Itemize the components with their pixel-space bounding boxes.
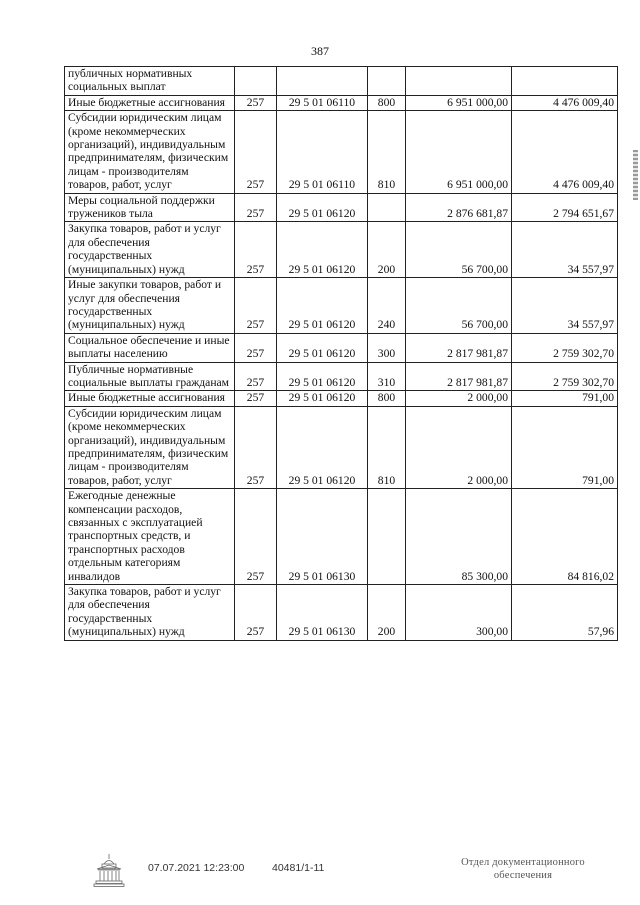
cell-plan: 2 817 981,87	[406, 333, 512, 362]
cell-csr: 29 5 01 06130	[277, 489, 368, 585]
footer	[0, 852, 640, 902]
cell-name: Субсидии юридическим лицам (кроме некоммерческих организаций), индивидуальным предпринимателям, физическим лицам - производителям товаров, работ, услуг	[65, 406, 235, 488]
registration-datetime: 07.07.2021 12:23:00	[148, 862, 245, 874]
cell-name: Иные закупки товаров, работ и услуг для обеспечения государственных (муниципальных) нужд	[65, 278, 235, 334]
cell-fact: 57,96	[512, 585, 618, 641]
table-row	[65, 362, 618, 391]
cell-vr: 800	[368, 95, 406, 110]
cell-vr: 200	[368, 222, 406, 278]
cell-csr: 29 5 01 06120	[277, 391, 368, 406]
table-row	[65, 278, 618, 334]
cell-fact: 4 476 009,40	[512, 111, 618, 193]
table-row	[65, 193, 618, 222]
table-row	[65, 111, 618, 193]
cell-name: публичных нормативных социальных выплат	[65, 67, 235, 96]
cell-name: Иные бюджетные ассигнования	[65, 95, 235, 110]
cell-fact: 34 557,97	[512, 222, 618, 278]
building-stamp-icon	[92, 852, 126, 888]
cell-vr: 300	[368, 333, 406, 362]
cell-ved: 257	[235, 406, 277, 488]
cell-plan: 56 700,00	[406, 278, 512, 334]
budget-table	[64, 66, 618, 641]
cell-name: Субсидии юридическим лицам (кроме некоммерческих организаций), индивидуальным предпринимателям, физическим лицам - производителям товаров, работ, услуг	[65, 111, 235, 193]
cell-csr: 29 5 01 06120	[277, 193, 368, 222]
cell-plan: 6 951 000,00	[406, 111, 512, 193]
cell-csr: 29 5 01 06110	[277, 111, 368, 193]
cell-ved: 257	[235, 111, 277, 193]
cell-plan: 6 951 000,00	[406, 95, 512, 110]
cell-plan: 2 817 981,87	[406, 362, 512, 391]
cell-csr: 29 5 01 06120	[277, 362, 368, 391]
cell-ved: 257	[235, 391, 277, 406]
cell-plan: 56 700,00	[406, 222, 512, 278]
cell-vr: 310	[368, 362, 406, 391]
cell-fact: 2 759 302,70	[512, 333, 618, 362]
cell-fact	[512, 67, 618, 96]
cell-ved: 257	[235, 95, 277, 110]
cell-plan	[406, 67, 512, 96]
cell-vr: 200	[368, 585, 406, 641]
cell-ved: 257	[235, 489, 277, 585]
cell-fact: 4 476 009,40	[512, 95, 618, 110]
cell-ved: 257	[235, 362, 277, 391]
cell-fact: 791,00	[512, 406, 618, 488]
table-row	[65, 222, 618, 278]
cell-name: Меры социальной поддержки тружеников тыла	[65, 193, 235, 222]
cell-plan: 300,00	[406, 585, 512, 641]
cell-name: Закупка товаров, работ и услуг для обеспечения государственных (муниципальных) нужд	[65, 222, 235, 278]
department-line-2: обеспечения	[493, 870, 553, 881]
page-number: 387	[311, 44, 329, 58]
table-row	[65, 391, 618, 406]
cell-fact: 34 557,97	[512, 278, 618, 334]
cell-vr: 810	[368, 111, 406, 193]
department-line-1: Отдел документационного	[461, 857, 585, 868]
scan-edge-mark	[633, 150, 638, 200]
cell-vr	[368, 193, 406, 222]
cell-fact: 2 794 651,67	[512, 193, 618, 222]
cell-csr	[277, 67, 368, 96]
table-row	[65, 585, 618, 641]
cell-vr: 810	[368, 406, 406, 488]
cell-name: Публичные нормативные социальные выплаты гражданам	[65, 362, 235, 391]
cell-ved: 257	[235, 222, 277, 278]
table-row	[65, 489, 618, 585]
cell-vr: 240	[368, 278, 406, 334]
cell-fact: 2 759 302,70	[512, 362, 618, 391]
cell-csr: 29 5 01 06110	[277, 95, 368, 110]
cell-name: Иные бюджетные ассигнования	[65, 391, 235, 406]
cell-csr: 29 5 01 06120	[277, 222, 368, 278]
cell-plan: 2 876 681,87	[406, 193, 512, 222]
budget-table-body	[65, 67, 618, 641]
cell-csr: 29 5 01 06120	[277, 278, 368, 334]
cell-fact: 84 816,02	[512, 489, 618, 585]
table-row	[65, 95, 618, 110]
table-row	[65, 67, 618, 96]
cell-name: Закупка товаров, работ и услуг для обеспечения государственных (муниципальных) нужд	[65, 585, 235, 641]
department-stamp	[448, 856, 598, 882]
cell-vr	[368, 67, 406, 96]
cell-name: Ежегодные денежные компенсации расходов, связанных с эксплуатацией транспортных средств, и транспортных расходов отдельным категориям инвалидов	[65, 489, 235, 585]
cell-ved: 257	[235, 585, 277, 641]
cell-ved	[235, 67, 277, 96]
table-row	[65, 333, 618, 362]
cell-fact: 791,00	[512, 391, 618, 406]
cell-vr: 800	[368, 391, 406, 406]
cell-csr: 29 5 01 06120	[277, 333, 368, 362]
cell-csr: 29 5 01 06120	[277, 406, 368, 488]
cell-ved: 257	[235, 193, 277, 222]
cell-vr	[368, 489, 406, 585]
cell-name: Социальное обеспечение и иные выплаты населению	[65, 333, 235, 362]
cell-ved: 257	[235, 333, 277, 362]
cell-csr: 29 5 01 06130	[277, 585, 368, 641]
cell-plan: 85 300,00	[406, 489, 512, 585]
table-row	[65, 406, 618, 488]
cell-plan: 2 000,00	[406, 391, 512, 406]
cell-plan: 2 000,00	[406, 406, 512, 488]
cell-ved: 257	[235, 278, 277, 334]
registration-number: 40481/1-11	[272, 862, 325, 874]
